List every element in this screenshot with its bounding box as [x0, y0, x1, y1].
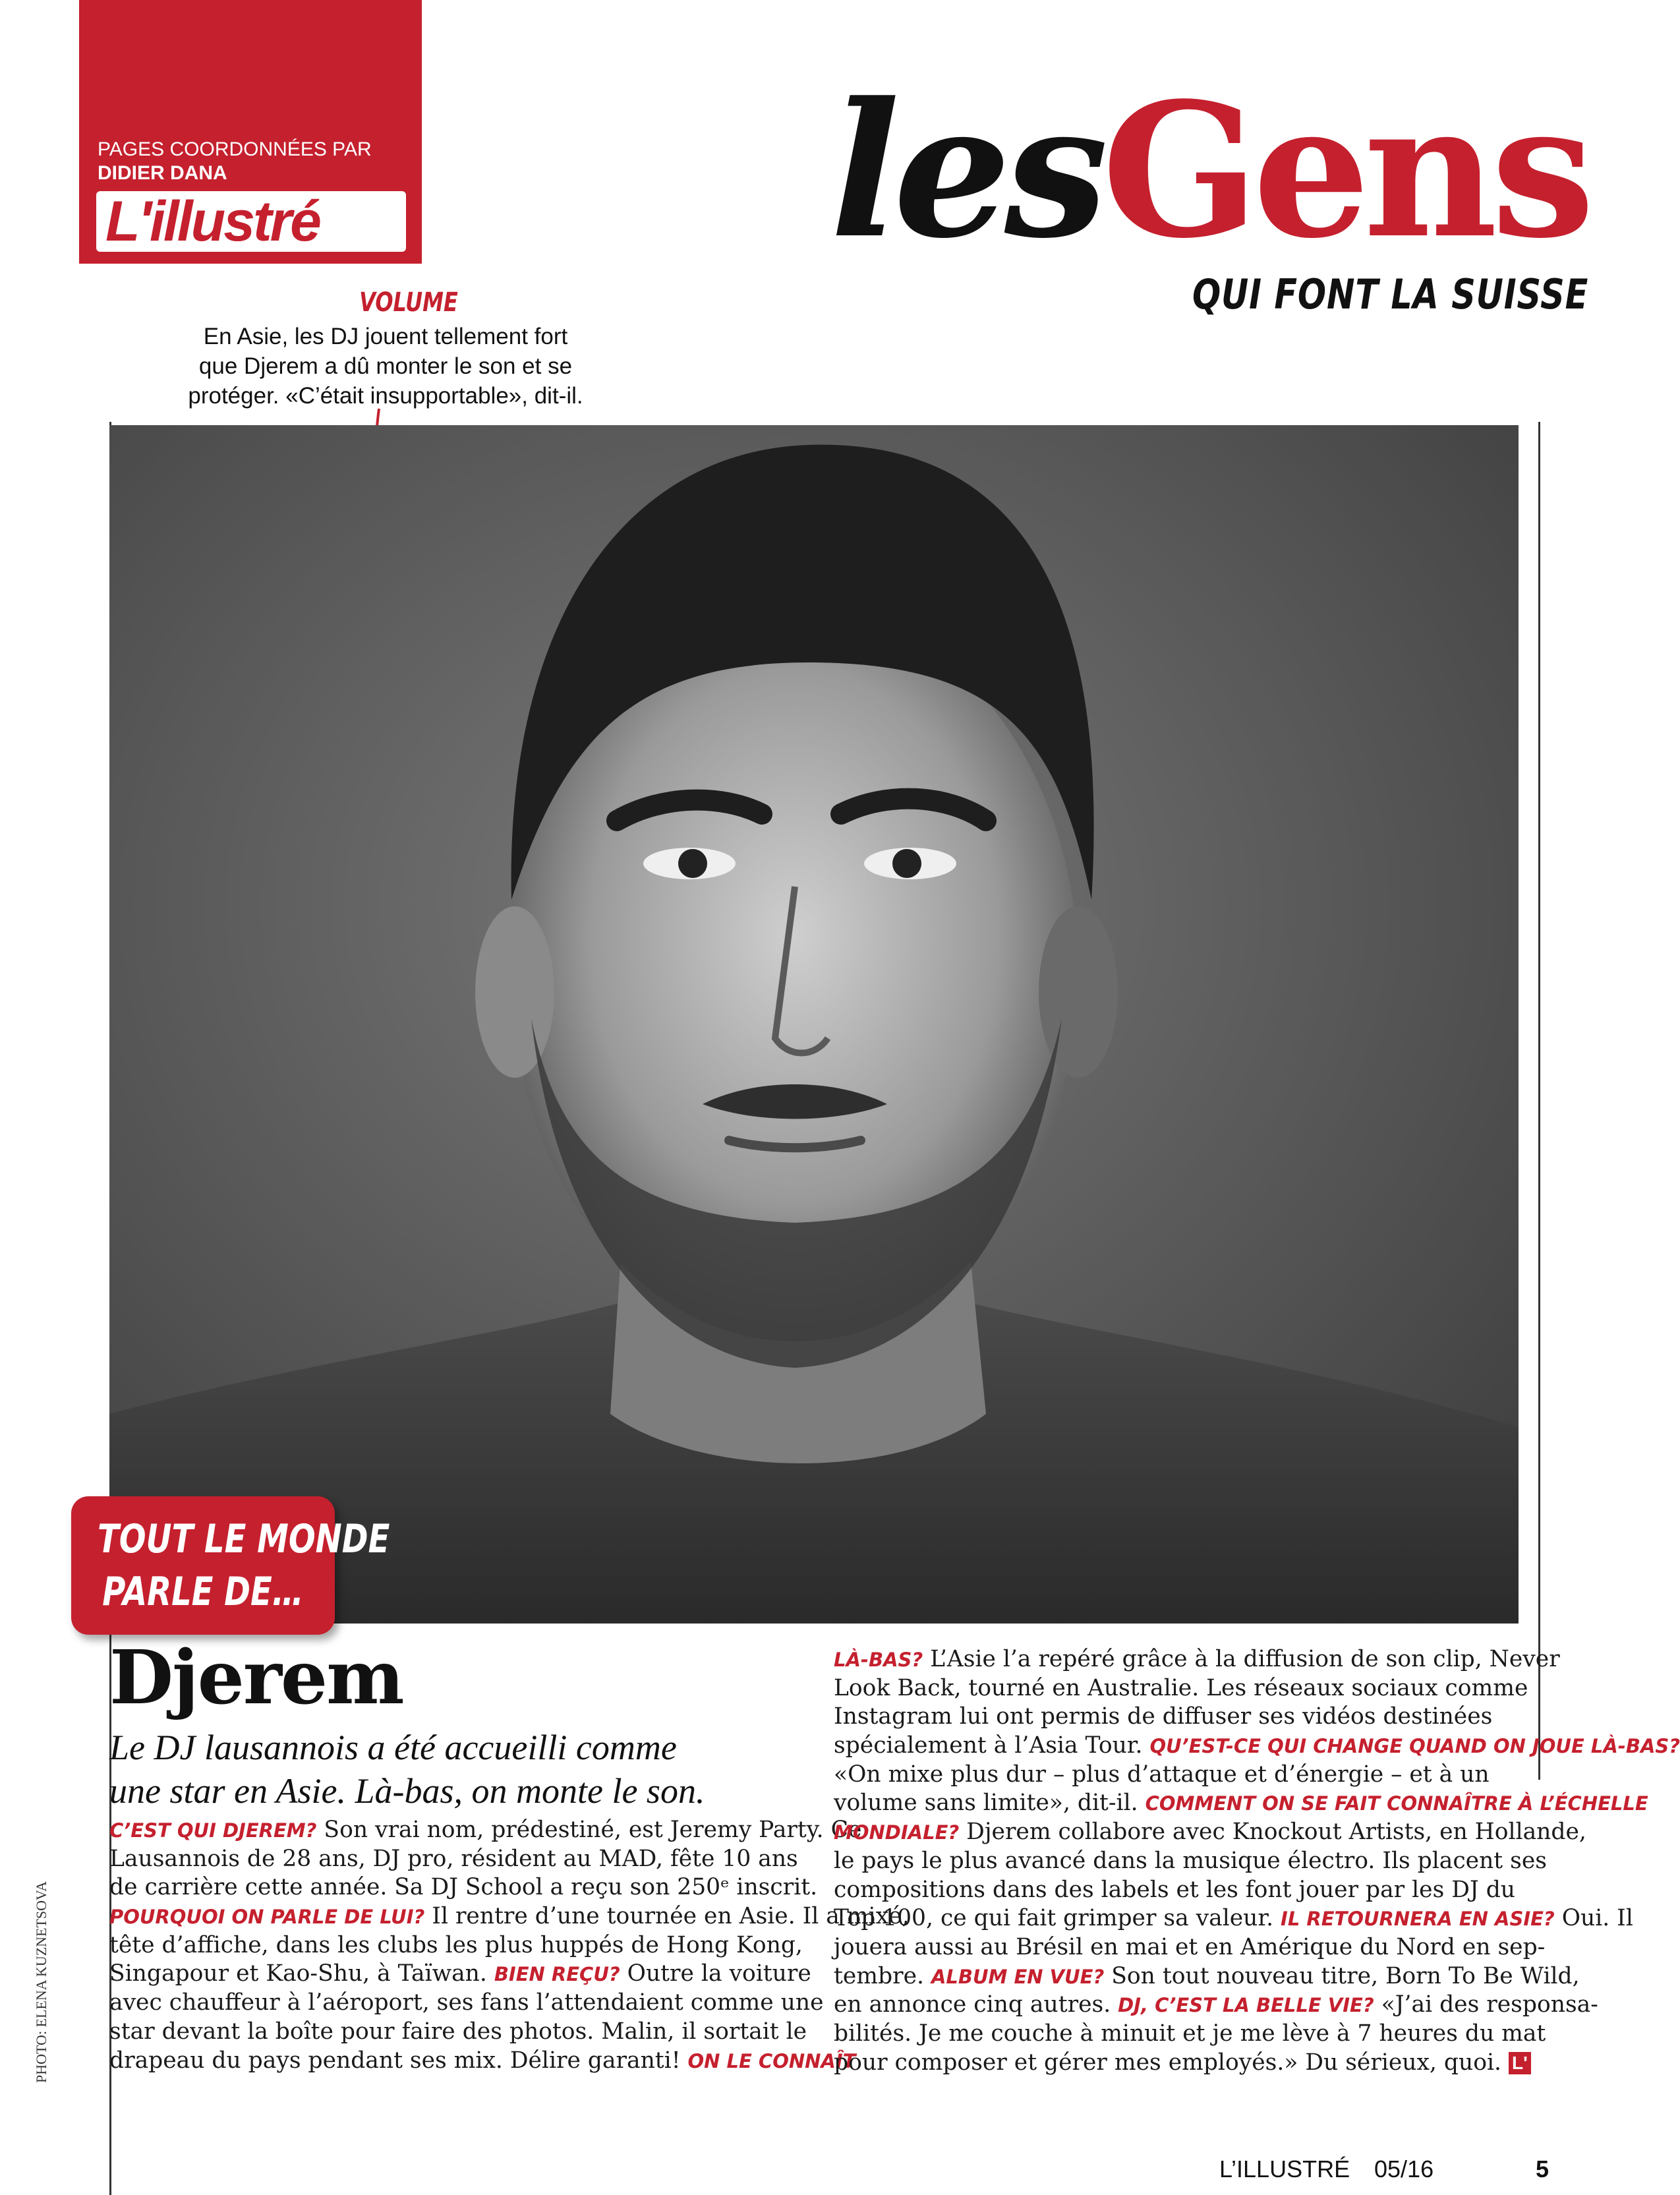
article-text: L’Asie l’a repéré grâce à la diffusion de son clip, Never [923, 1646, 1560, 1672]
article-line [109, 2018, 807, 2047]
article-line [109, 1816, 862, 1845]
portrait-photo [109, 425, 1519, 1624]
article-text: Lausannois de 28 ans, DJ pro, résident au MAD, fête 10 ans [109, 1845, 798, 1872]
article-keyword: IL RETOURNERA EN ASIE? [1281, 1908, 1555, 1931]
article-keyword: ALBUM EN VUE? [931, 1965, 1105, 1988]
annotation-text [158, 322, 613, 411]
article-line [109, 1873, 818, 1902]
article-text: star devant la boîte pour faire des photos. Malin, il sortait le [109, 2018, 807, 2045]
tag-line2: PARLE DE… [102, 1569, 304, 1615]
article-text: tête d’affiche, dans les clubs les plus huppés de Hong Kong, [109, 1931, 803, 1958]
magazine-logo [96, 191, 406, 252]
article-line [109, 1902, 910, 1931]
article-line [834, 2049, 1528, 2078]
article-text: jouera aussi au Brésil en mai et en Amérique du Nord en sep- [834, 1933, 1546, 1960]
section-title-part1: les [830, 63, 1102, 279]
article-text: Singapour et Kao-Shu, à Taïwan. [109, 1960, 494, 1987]
section-tag [71, 1496, 390, 1635]
section-title-part2: Gens [1101, 63, 1588, 279]
article-text: Instagram lui ont permis de diffuser ses vidéos destinées [834, 1703, 1493, 1730]
article-line [834, 1847, 1547, 1876]
article-text: bilités. Je me couche à minuit et je me lève à 7 heures du mat [834, 2020, 1546, 2047]
article-line [834, 1674, 1528, 1703]
article-lead [109, 1726, 768, 1813]
photo-credit: PHOTO: ELENA KUZNETSOVA [33, 1881, 49, 2083]
magazine-logo-text: L'illustré [105, 190, 320, 253]
article-keyword: C’EST QUI DJEREM? [109, 1819, 317, 1842]
article-line [834, 1732, 1680, 1761]
article-text: spécialement à l’Asia Tour. [834, 1732, 1150, 1759]
annotation-line: protéger. «C’était insupportable», dit-il. [188, 383, 583, 409]
article-keyword: LÀ-BAS? [834, 1649, 923, 1671]
article-text: pour composer et gérer mes employés.» Du sérieux, quoi. [834, 2049, 1509, 2076]
article-line [834, 1962, 1580, 1991]
annotation-label: VOLUME [359, 287, 458, 318]
coordinator-name: DIDIER DANA [98, 162, 227, 184]
article-keyword: MONDIALE? [834, 1821, 960, 1844]
article-keyword: BIEN REÇU? [494, 1963, 620, 1986]
footer-page-number: 5 [1536, 2155, 1550, 2182]
footer-magazine: L’ILLUSTRÉ [1219, 2155, 1350, 2182]
article-line [109, 1845, 798, 1874]
article-line [109, 2047, 856, 2076]
photo-frame-right [1538, 422, 1540, 1780]
article-line [109, 1931, 803, 1960]
article-line [834, 1991, 1598, 2020]
article-keyword: COMMENT ON SE FAIT CONNAÎTRE À L’ÉCHELLE [1145, 1792, 1648, 1815]
article-keyword: DJ, C’EST LA BELLE VIE? [1118, 1994, 1374, 2017]
annotation-line: que Djerem a dû monter le son et se [198, 353, 573, 379]
article-keyword: POURQUOI ON PARLE DE LUI? [109, 1906, 425, 1929]
section-title [830, 63, 1588, 283]
article-text: Top 100, ce qui fait grimper sa valeur. [834, 1905, 1281, 1932]
article-keyword: QU’EST-CE QUI CHANGE QUAND ON JOUE LÀ-BAS? [1149, 1735, 1680, 1758]
article-line [834, 1789, 1648, 1818]
footer-issue: 05/16 [1374, 2155, 1434, 2182]
article-text: compositions dans des labels et les font jouer par les DJ du [834, 1876, 1516, 1903]
article-text: Il rentre d’une tournée en Asie. Il a mixé, [424, 1903, 910, 1930]
article-text: en annonce cinq autres. [834, 1991, 1118, 2018]
article-line [834, 1703, 1493, 1732]
article-text: Look Back, tourné en Australie. Les réseaux sociaux comme [834, 1674, 1528, 1701]
article-line [834, 1876, 1516, 1905]
brand-box [79, 0, 422, 264]
article-line [834, 1818, 1586, 1847]
article-keyword: ON LE CONNAÎT [687, 2049, 856, 2072]
article-line [834, 1761, 1493, 1790]
portrait-illustration [109, 425, 1519, 1624]
article-lead-line: Le DJ lausannois a été accueilli comme [109, 1728, 677, 1767]
article-text: Son vrai nom, prédestiné, est Jeremy Party. Ce [316, 1817, 862, 1843]
article-text: Oui. Il [1554, 1905, 1633, 1932]
article-text: de carrière cette année. Sa DJ School a reçu son 250ᵉ inscrit. [109, 1874, 818, 1901]
article-line [834, 1933, 1546, 1962]
article-text: volume sans limite», dit-il. [834, 1790, 1145, 1817]
annotation-line: En Asie, les DJ jouent tellement fort [203, 324, 568, 349]
article-lead-line: une star en Asie. Là-bas, on monte le son. [109, 1771, 705, 1811]
section-subtitle: QUI FONT LA SUISSE [1192, 270, 1588, 318]
article-text: le pays le plus avancé dans la musique électro. Ils placent ses [834, 1847, 1547, 1874]
article-line [834, 1904, 1633, 1933]
article-text: Djerem collabore avec Knockout Artists, en Hollande, [959, 1819, 1586, 1846]
article-text: avec chauffeur à l’aéroport, ses fans l’attendaient comme une [109, 1989, 824, 2016]
article-text: Outre la voiture [620, 1960, 811, 1987]
article-text: Son tout nouveau titre, Born To Be Wild, [1104, 1962, 1580, 1989]
tag-line1: TOUT LE MONDE [98, 1516, 390, 1562]
article-line [109, 1960, 811, 1989]
article-text: tembre. [834, 1962, 931, 1989]
coordinated-by-label: PAGES COORDONNÉES PAR [98, 138, 372, 160]
end-mark-icon: L' [1509, 2052, 1531, 2074]
article-column-2 [834, 1645, 1680, 2077]
article-text: «J’ai des responsa- [1374, 1991, 1598, 2018]
article-line [109, 1989, 824, 2018]
article-line [834, 1645, 1560, 1674]
article-text: drapeau du pays pendant ses mix. Délire garanti! [109, 2047, 688, 2074]
article-title: Djerem [109, 1635, 403, 1721]
article-line [834, 2020, 1546, 2049]
article-text: «On mixe plus dur – plus d’attaque et d’énergie – et à un [834, 1761, 1490, 1788]
